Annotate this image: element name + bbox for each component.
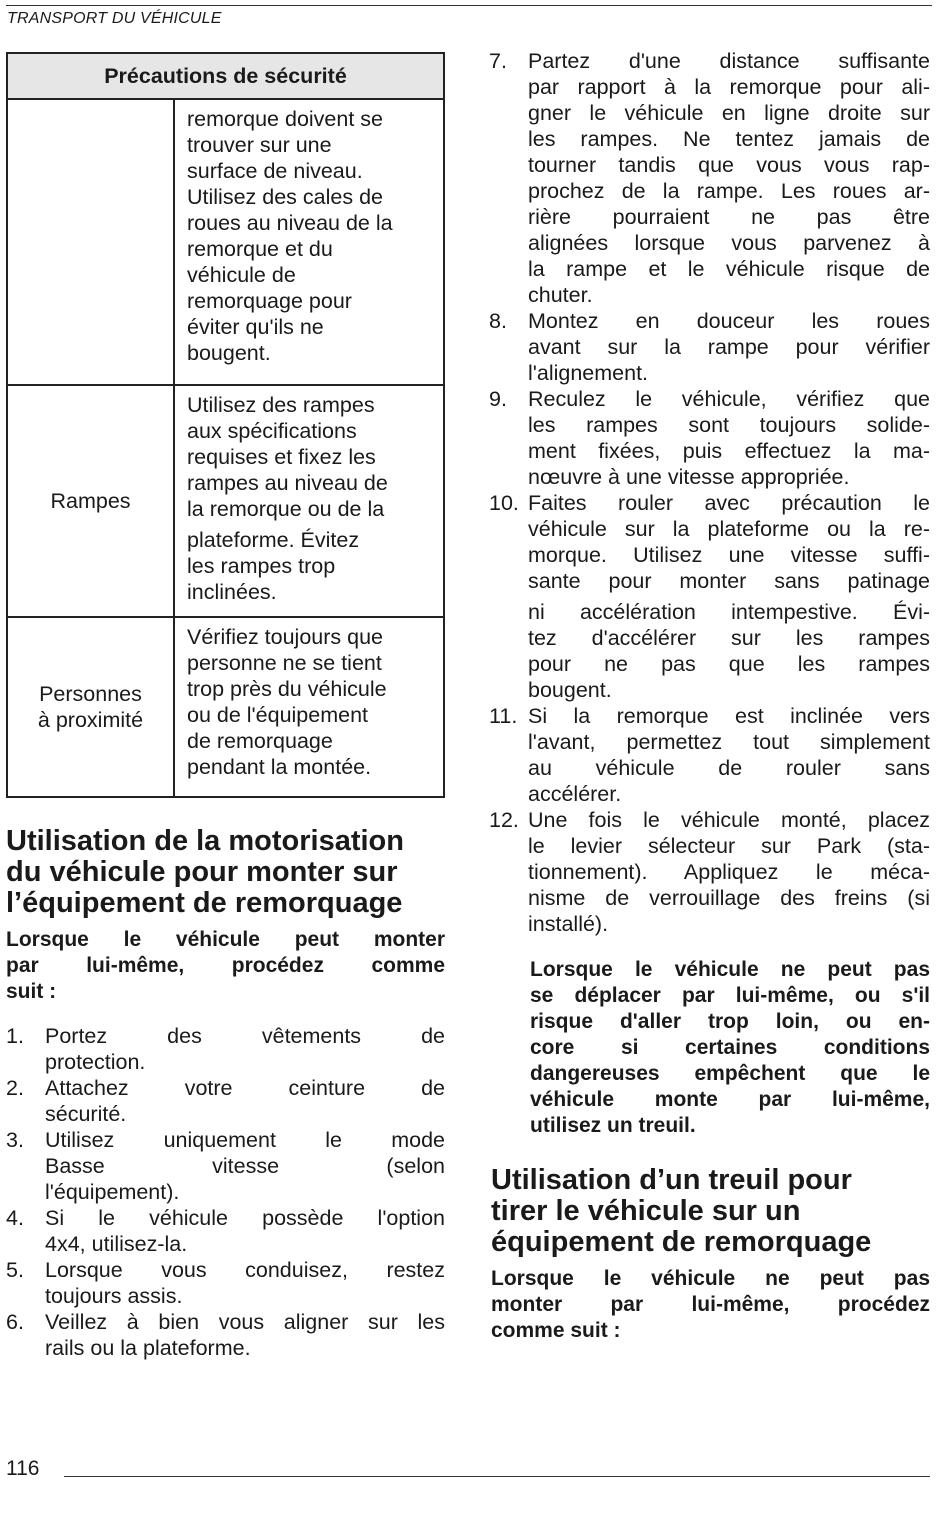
left-column bbox=[6, 52, 445, 1361]
footer-rule bbox=[64, 1476, 930, 1477]
step-line: Utilisez uniquement le mode bbox=[45, 1128, 445, 1152]
step-number: 2. bbox=[6, 1076, 24, 1100]
step-line: Montez en douceur les roues bbox=[528, 309, 930, 333]
desc-line: personne ne se tient bbox=[187, 651, 382, 675]
safety-precautions-table bbox=[6, 52, 445, 798]
step-text bbox=[45, 1257, 445, 1309]
step-line: nœuvre à une vitesse appropriée. bbox=[528, 465, 850, 489]
step-text bbox=[45, 1205, 445, 1257]
step-line: l'avant, permettez tout simplement bbox=[528, 730, 930, 754]
step-line: chuter. bbox=[528, 283, 593, 307]
intro-line: Lorsque le véhicule ne peut pas bbox=[491, 1267, 930, 1290]
heading-line: l’équipement de remorquage bbox=[6, 887, 403, 919]
section-intro bbox=[6, 927, 445, 1005]
step-text bbox=[45, 1309, 445, 1361]
step-line: protection. bbox=[45, 1050, 146, 1074]
step-line: ni accélération intempestive. Évi- bbox=[528, 600, 930, 624]
step-line: tourner tandis que vous vous rap- bbox=[528, 153, 930, 177]
intro-line: comme suit : bbox=[491, 1319, 621, 1342]
step-line: rails ou la plateforme. bbox=[45, 1336, 251, 1360]
step-number: 9. bbox=[489, 387, 507, 411]
list-item bbox=[6, 1127, 445, 1205]
warning-line: utilisez un treuil. bbox=[530, 1114, 696, 1137]
desc-line: plateforme. Évitez bbox=[187, 528, 360, 552]
desc-line: véhicule de bbox=[187, 263, 296, 287]
heading-line: Utilisation d’un treuil pour bbox=[491, 1164, 852, 1196]
list-item bbox=[489, 490, 930, 703]
step-number: 12. bbox=[489, 808, 519, 832]
row-label: Rampes bbox=[7, 385, 174, 617]
steps-list-continued bbox=[489, 48, 930, 937]
desc-line: roues au niveau de la bbox=[187, 211, 393, 235]
step-line: les rampes. Ne tentez jamais de bbox=[528, 127, 930, 151]
section-heading bbox=[6, 826, 445, 919]
step-line: bougent. bbox=[528, 678, 612, 702]
warning-line: se déplacer par lui-même, ou s'il bbox=[530, 984, 930, 1007]
desc-line: ou de l'équipement bbox=[187, 703, 369, 727]
step-line: prochez de la rampe. Les roues ar- bbox=[528, 179, 930, 203]
step-number: 7. bbox=[489, 49, 507, 73]
label-line: Personnes bbox=[39, 682, 142, 706]
list-item bbox=[6, 1023, 445, 1075]
table-row bbox=[7, 617, 444, 797]
right-column bbox=[489, 48, 930, 1344]
desc-line: rampes au niveau de bbox=[187, 471, 388, 495]
step-line: au véhicule de rouler sans bbox=[528, 756, 930, 780]
step-line: avant sur la rampe pour vérifier bbox=[528, 335, 930, 359]
label-line: à proximité bbox=[37, 708, 144, 732]
step-number: 4. bbox=[6, 1206, 24, 1230]
step-line: l'alignement. bbox=[528, 361, 649, 385]
desc-line: Utilisez des cales de bbox=[187, 185, 383, 209]
warning-line: dangereuses empêchent que le bbox=[530, 1062, 930, 1085]
step-text bbox=[528, 386, 930, 490]
step-text bbox=[528, 703, 930, 807]
warning-line: véhicule monte par lui-même, bbox=[530, 1088, 930, 1111]
desc-line: pendant la montée. bbox=[187, 755, 372, 779]
step-line: ment fixées, puis effectuez la ma- bbox=[528, 439, 930, 463]
step-number: 1. bbox=[6, 1024, 24, 1048]
heading-line: tirer le véhicule sur un bbox=[491, 1195, 801, 1227]
desc-line: la remorque ou de la bbox=[187, 497, 385, 521]
step-line: la rampe et le véhicule risque de bbox=[528, 257, 930, 281]
step-text bbox=[45, 1127, 445, 1205]
warning-line: risque d'aller trop loin, ou en- bbox=[530, 1010, 930, 1033]
list-item bbox=[6, 1075, 445, 1127]
row-description bbox=[174, 385, 444, 617]
header-rule bbox=[6, 5, 932, 6]
row-description bbox=[174, 99, 444, 385]
step-text bbox=[528, 48, 930, 308]
desc-line: requises et fixez les bbox=[187, 445, 376, 469]
step-line: les rampes sont toujours solide- bbox=[528, 413, 930, 437]
step-text bbox=[45, 1075, 445, 1127]
list-item bbox=[489, 308, 930, 386]
step-line: par rapport à la remorque pour ali- bbox=[528, 75, 930, 99]
step-number: 6. bbox=[6, 1310, 24, 1334]
table-row bbox=[7, 385, 444, 617]
desc-line: trouver sur une bbox=[187, 133, 332, 157]
heading-line: Utilisation de la motorisation bbox=[6, 825, 404, 857]
step-text bbox=[528, 807, 930, 937]
list-item bbox=[489, 386, 930, 490]
desc-line: remorque doivent se bbox=[187, 107, 383, 131]
step-line: Reculez le véhicule, vérifiez que bbox=[528, 387, 930, 411]
section-intro bbox=[491, 1266, 930, 1344]
section-heading bbox=[491, 1165, 930, 1258]
desc-line: remorquage pour bbox=[187, 289, 352, 313]
list-item bbox=[6, 1309, 445, 1361]
step-line: alignées lorsque vous parvenez à bbox=[528, 231, 930, 255]
desc-line: inclinées. bbox=[187, 580, 277, 604]
step-text bbox=[45, 1023, 445, 1075]
step-line: rière pourraient ne pas être bbox=[528, 205, 930, 229]
intro-line: monter par lui-même, procédez bbox=[491, 1293, 930, 1316]
desc-line: les rampes trop bbox=[187, 554, 336, 578]
step-line: 4x4, utilisez-la. bbox=[45, 1232, 188, 1256]
step-line: sante pour monter sans patinage bbox=[528, 569, 930, 593]
list-item bbox=[489, 703, 930, 807]
desc-line: trop près du véhicule bbox=[187, 677, 387, 701]
list-item bbox=[489, 48, 930, 308]
row-label bbox=[7, 617, 174, 797]
heading-line: du véhicule pour monter sur bbox=[6, 856, 398, 888]
step-line: tionnement). Appliquez le méca- bbox=[528, 860, 930, 884]
row-description bbox=[174, 617, 444, 797]
step-line: Veillez à bien vous aligner sur les bbox=[45, 1310, 445, 1334]
step-line: Basse vitesse (selon bbox=[45, 1154, 445, 1178]
desc-line: bougent. bbox=[187, 341, 271, 365]
step-line: l'équipement). bbox=[45, 1180, 180, 1204]
table-row bbox=[7, 99, 444, 385]
desc-line: aux spécifications bbox=[187, 419, 357, 443]
step-line: Faites rouler avec précaution le bbox=[528, 491, 930, 515]
step-line: Si le véhicule possède l'option bbox=[45, 1206, 445, 1230]
step-line: nisme de verrouillage des freins (si bbox=[528, 886, 930, 910]
running-header: TRANSPORT DU VÉHICULE bbox=[7, 10, 222, 27]
step-line: accélérer. bbox=[528, 782, 622, 806]
step-line: pour ne pas que les rampes bbox=[528, 652, 930, 676]
step-text bbox=[528, 308, 930, 386]
desc-line: éviter qu'ils ne bbox=[187, 315, 324, 339]
intro-line: par lui-même, procédez comme bbox=[6, 954, 445, 977]
step-number: 11. bbox=[489, 704, 518, 728]
step-line: toujours assis. bbox=[45, 1284, 183, 1308]
step-number: 3. bbox=[6, 1128, 24, 1152]
intro-line: Lorsque le véhicule peut monter bbox=[6, 928, 445, 951]
heading-line: équipement de remorquage bbox=[491, 1226, 872, 1258]
row-label bbox=[7, 99, 174, 385]
desc-line: Vérifiez toujours que bbox=[187, 625, 383, 649]
step-line: gner le véhicule en ligne droite sur bbox=[528, 101, 930, 125]
step-number: 5. bbox=[6, 1258, 24, 1282]
table-title: Précautions de sécurité bbox=[7, 53, 444, 99]
list-item bbox=[6, 1257, 445, 1309]
step-line: morque. Utilisez une vitesse suffi- bbox=[528, 543, 930, 567]
step-line: installé). bbox=[528, 912, 609, 936]
step-line: sécurité. bbox=[45, 1102, 127, 1126]
list-item bbox=[489, 807, 930, 937]
step-line: le levier sélecteur sur Park (sta- bbox=[528, 834, 930, 858]
step-number: 8. bbox=[489, 309, 507, 333]
list-item bbox=[6, 1205, 445, 1257]
step-line: tez d'accélérer sur les rampes bbox=[528, 626, 930, 650]
step-line: véhicule sur la plateforme ou la re- bbox=[528, 517, 930, 541]
warning-line: core si certaines conditions bbox=[530, 1036, 930, 1059]
intro-line: suit : bbox=[6, 980, 57, 1003]
step-line: Lorsque vous conduisez, restez bbox=[45, 1258, 445, 1282]
desc-line: Utilisez des rampes bbox=[187, 393, 375, 417]
desc-line: surface de niveau. bbox=[187, 159, 363, 183]
desc-line: remorque et du bbox=[187, 237, 333, 261]
step-line: Partez d'une distance suffisante bbox=[528, 49, 930, 73]
step-number: 10. bbox=[489, 491, 519, 515]
step-line: Si la remorque est inclinée vers bbox=[528, 704, 930, 728]
winch-warning bbox=[530, 957, 930, 1139]
step-line: Attachez votre ceinture de bbox=[45, 1076, 445, 1100]
warning-line: Lorsque le véhicule ne peut pas bbox=[530, 958, 930, 981]
step-text bbox=[528, 490, 930, 703]
step-line: Une fois le véhicule monté, placez bbox=[528, 808, 930, 832]
desc-line: de remorquage bbox=[187, 729, 333, 753]
step-line: Portez des vêtements de bbox=[45, 1024, 445, 1048]
page-number: 116 bbox=[6, 1457, 40, 1480]
steps-list bbox=[6, 1023, 445, 1361]
